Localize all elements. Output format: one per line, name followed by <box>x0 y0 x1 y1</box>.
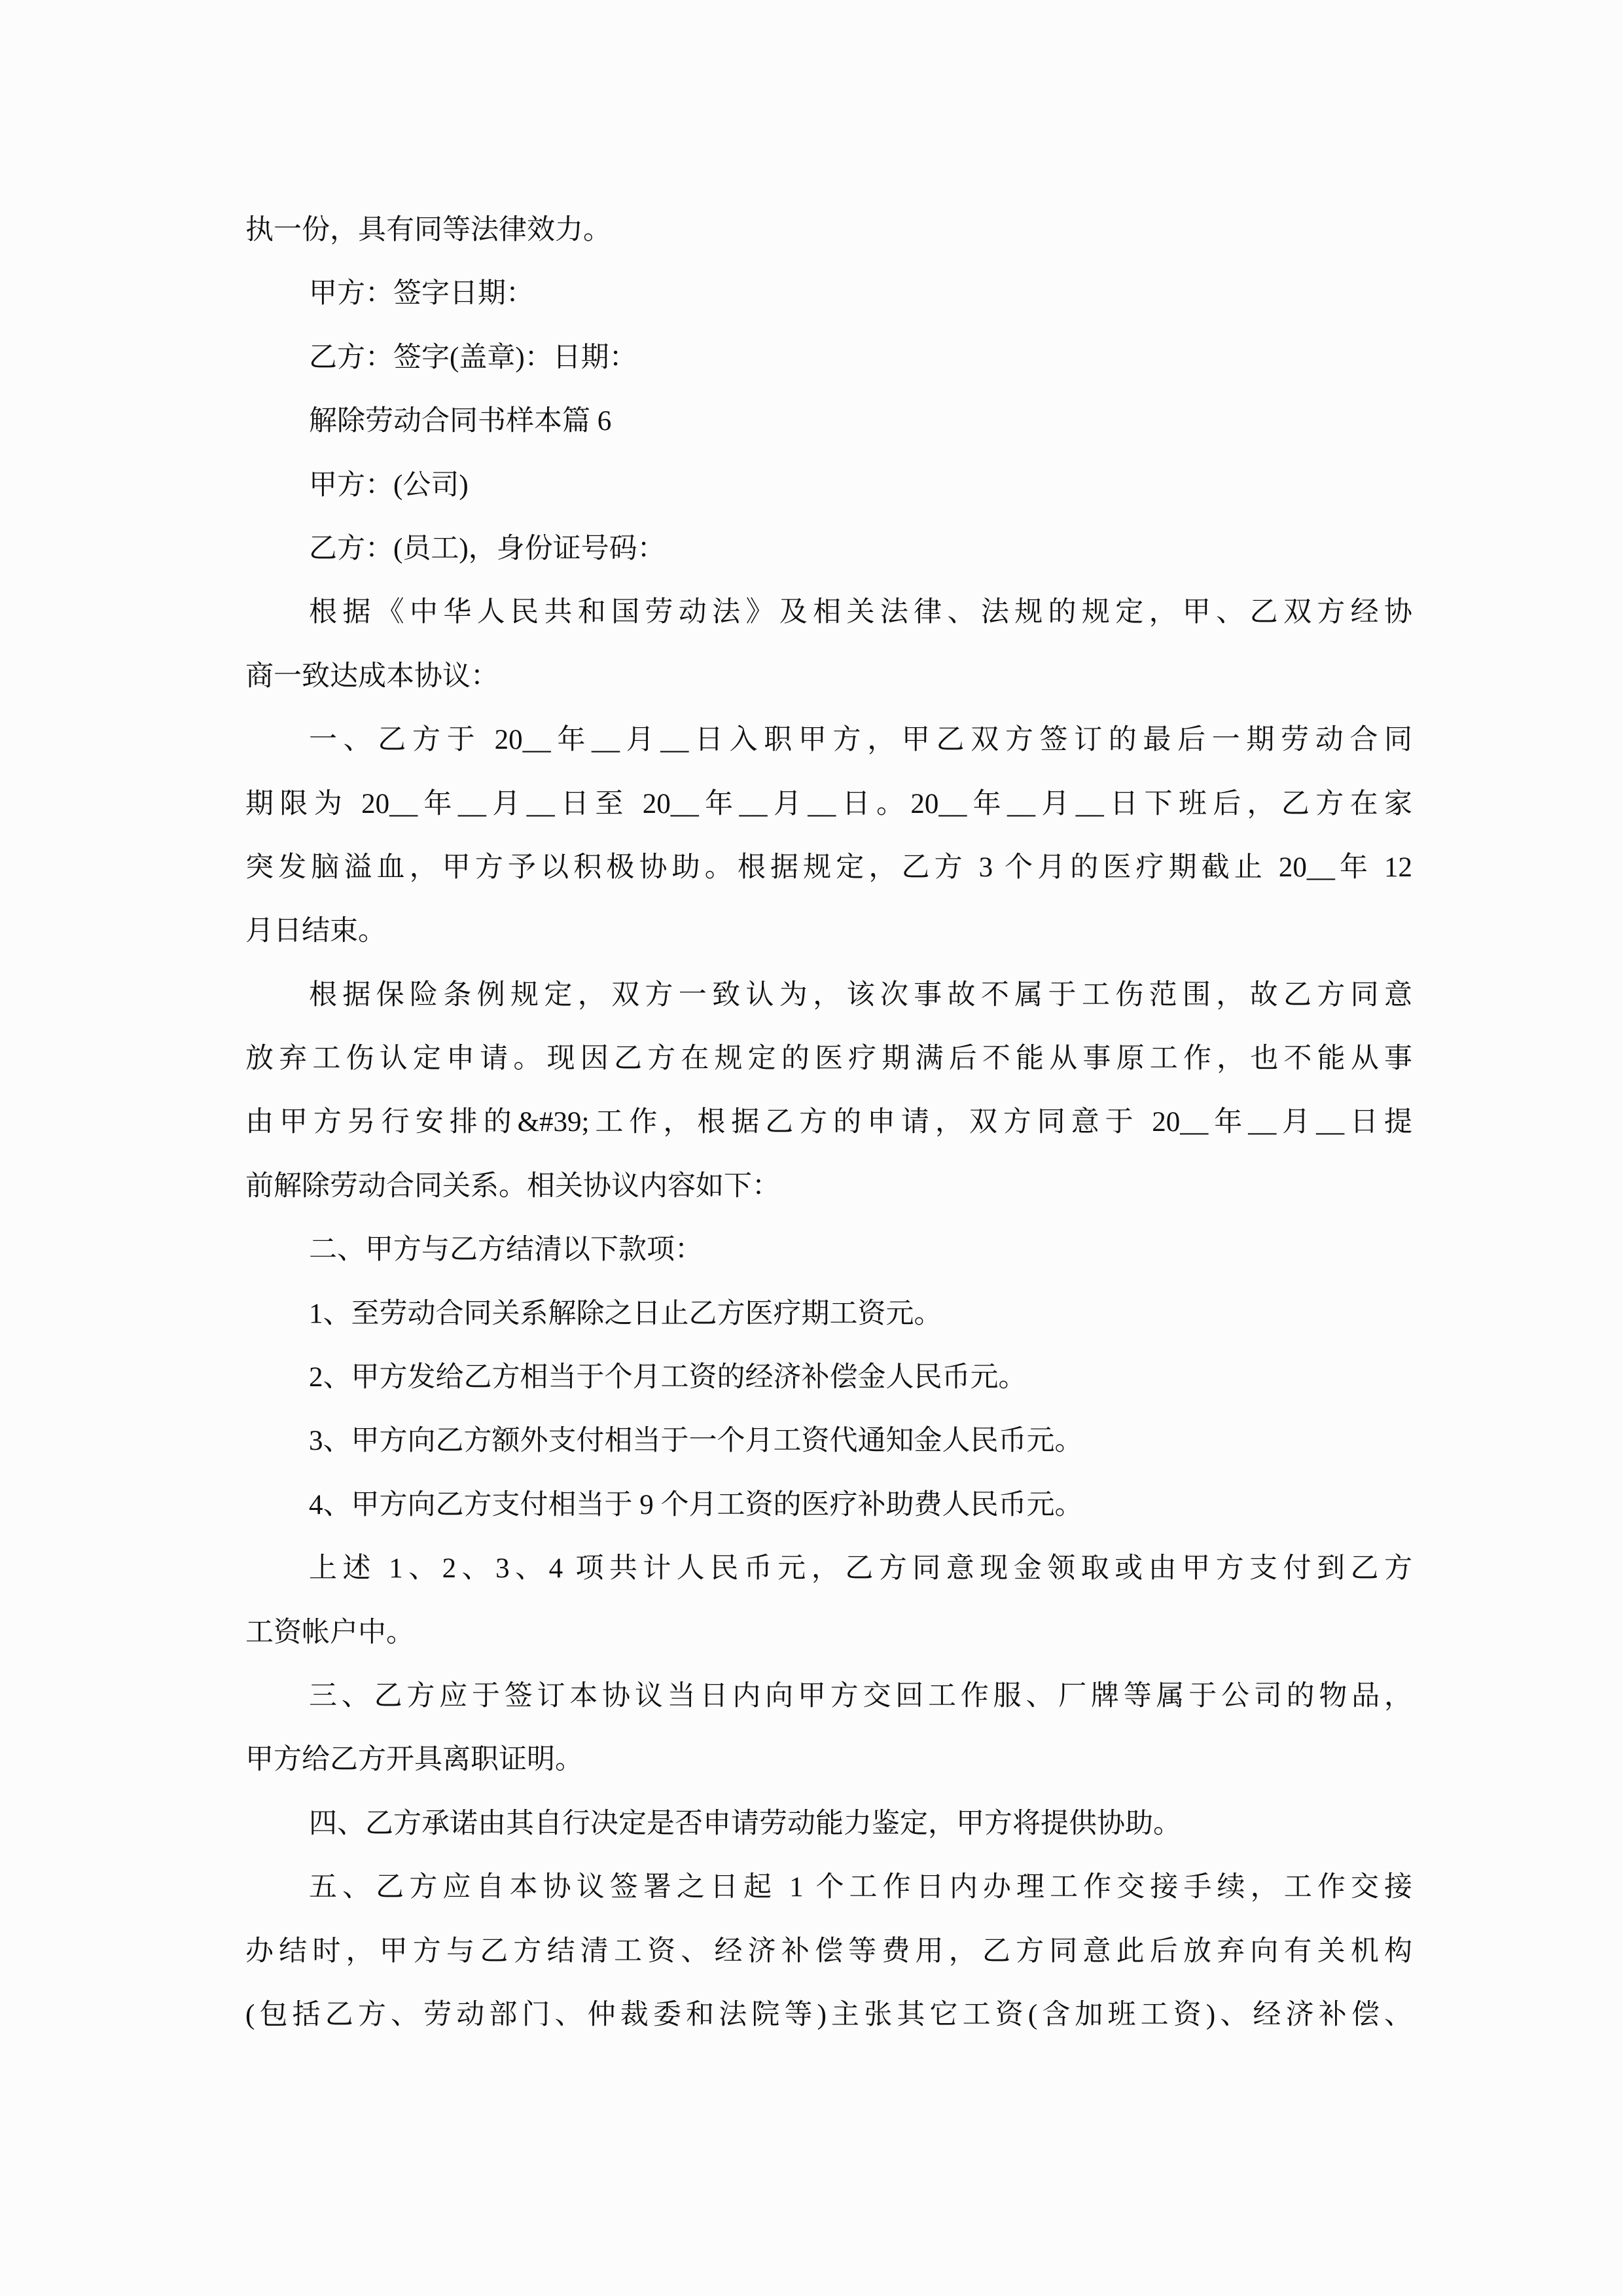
doc-line-item-4: 4、甲方向乙方支付相当于 9 个月工资的医疗补助费人民币元。 <box>309 1489 1083 1520</box>
doc-line-clause-5: 五、乙方应自本协议签署之日起 1 个工作日内办理工作交接手续，工作交接 <box>309 1872 1412 1903</box>
doc-line-party-a: 甲方：(公司) <box>309 469 469 501</box>
doc-line: 工资帐户中。 <box>245 1617 414 1648</box>
doc-line-item-2: 2、甲方发给乙方相当于个月工资的经济补偿金人民币元。 <box>309 1362 1027 1393</box>
doc-line-clause-3: 三、乙方应于签订本协议当日内向甲方交回工作服、厂牌等属于公司的物品， <box>309 1680 1412 1712</box>
doc-line: 上述 1、2、3、4 项共计人民币元，乙方同意现金领取或由甲方支付到乙方 <box>309 1553 1412 1585</box>
doc-line-party-b-signature: 乙方：签字(盖章)：日期： <box>309 342 637 373</box>
document-text-block <box>245 198 1412 2047</box>
doc-line: (包括乙方、劳动部门、仲裁委和法院等)主张其它工资(含加班工资)、经济补偿、 <box>245 1999 1412 2030</box>
doc-line: 执一份，具有同等法律效力。 <box>245 215 611 245</box>
doc-line: 放弃工伤认定申请。现因乙方在规定的医疗期满后不能从事原工作，也不能从事 <box>245 1043 1412 1075</box>
doc-line-item-1: 1、至劳动合同关系解除之日止乙方医疗期工资元。 <box>309 1298 942 1329</box>
doc-line-item-3: 3、甲方向乙方额外支付相当于一个月工资代通知金人民币元。 <box>309 1426 1083 1457</box>
doc-line: 根据保险条例规定，双方一致认为，该次事故不属于工伤范围，故乙方同意 <box>309 979 1412 1011</box>
doc-line: 月日结束。 <box>245 916 386 947</box>
doc-line: 商一致达成本协议： <box>245 660 499 692</box>
doc-line: 突发脑溢血，甲方予以积极协助。根据规定，乙方 3 个月的医疗期截止 20__年 12 <box>245 852 1412 883</box>
doc-line-sample-title: 解除劳动合同书样本篇 6 <box>309 406 612 437</box>
doc-line: 由甲方另行安排的&#39;工作，根据乙方的申请，双方同意于 20__年__月__日提 <box>245 1107 1412 1138</box>
doc-line: 根据《中华人民共和国劳动法》及相关法律、法规的规定，甲、乙双方经协 <box>309 597 1412 628</box>
doc-line: 前解除劳动合同关系。相关协议内容如下： <box>245 1170 780 1202</box>
doc-line: 办结时，甲方与乙方结清工资、经济补偿等费用，乙方同意此后放弃向有关机构 <box>245 1935 1412 1967</box>
doc-line: 期限为 20__年__月__日至 20__年__月__日。20__年__月__日下班后，乙方在家 <box>245 788 1412 819</box>
doc-line-clause-4: 四、乙方承诺由其自行决定是否申请劳动能力鉴定，甲方将提供协助。 <box>309 1808 1181 1839</box>
doc-line-clause-2: 二、甲方与乙方结清以下款项： <box>309 1234 703 1266</box>
doc-line-party-a-signature: 甲方：签字日期： <box>309 278 534 310</box>
doc-line: 甲方给乙方开具离职证明。 <box>245 1744 583 1776</box>
doc-line-clause-1: 一、乙方于 20__年__月__日入职甲方，甲乙双方签订的最后一期劳动合同 <box>309 725 1412 756</box>
doc-line-party-b: 乙方：(员工)，身份证号码： <box>309 533 666 564</box>
